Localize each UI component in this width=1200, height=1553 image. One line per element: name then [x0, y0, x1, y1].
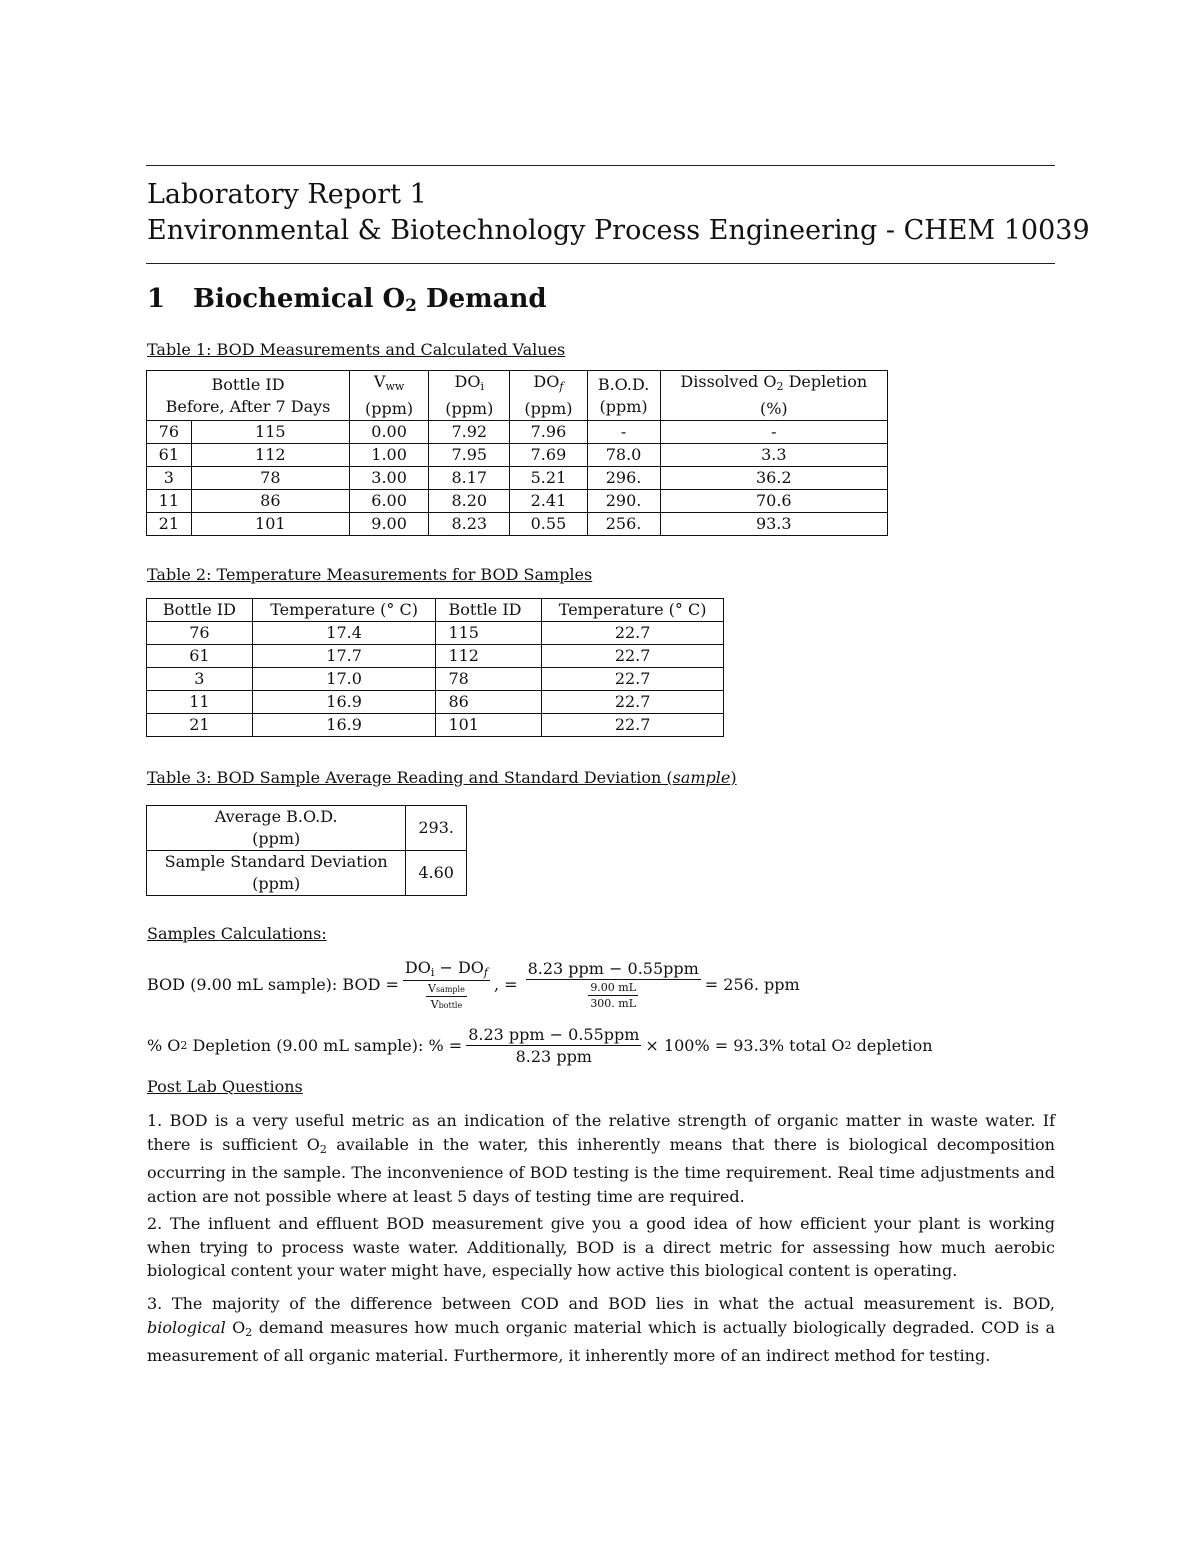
- bod-numeric-den: [588, 980, 638, 1010]
- cell: 3.00: [350, 467, 429, 490]
- dep-lead-sub: 2: [180, 1038, 188, 1052]
- cell: 22.7: [542, 691, 724, 714]
- cell: 7.69: [510, 444, 587, 467]
- v-bottle-sub: bottle: [438, 1000, 463, 1010]
- v-sample-sub: sample: [435, 984, 465, 994]
- vww-sub: ww: [385, 380, 405, 393]
- answer-3-o: O: [225, 1317, 246, 1337]
- table3-caption-end: ): [730, 768, 737, 787]
- cell: 78: [191, 467, 349, 490]
- cell: 7.92: [429, 421, 510, 444]
- cell: 0.55: [510, 513, 587, 536]
- cell: 17.4: [252, 622, 436, 645]
- vww-label: V: [373, 372, 386, 391]
- average-bod-label: [147, 806, 406, 851]
- bod-measurements-table: [146, 370, 888, 536]
- dep-lead-end: Depletion (9.00 mL sample): % =: [187, 1035, 463, 1055]
- bottle-volume: 300. mL: [590, 996, 637, 1010]
- label-line: Average B.O.D.: [214, 807, 338, 826]
- cell: 290.: [587, 490, 660, 513]
- depletion-equation: [147, 1020, 933, 1070]
- cell: 61: [147, 444, 192, 467]
- volume-ratio-numeric: [588, 981, 638, 1010]
- answer-1: [147, 1109, 1055, 1208]
- cell: 22.7: [542, 714, 724, 737]
- course-title: Environmental & Biotechnology Process Engineering - CHEM 10039: [147, 215, 1090, 246]
- table-row: [147, 806, 467, 851]
- header-cell: Bottle ID: [147, 599, 253, 622]
- cell: 36.2: [660, 467, 887, 490]
- cell: 78: [436, 668, 542, 691]
- answer-3-sub: 2: [245, 1325, 253, 1339]
- bod-equation: [147, 955, 800, 1013]
- cell: 78.0: [587, 444, 660, 467]
- label-unit: (ppm): [252, 829, 301, 848]
- vww-unit: (ppm): [365, 399, 414, 418]
- cell: 296.: [587, 467, 660, 490]
- cell: 7.96: [510, 421, 587, 444]
- dep-num: 8.23 ppm − 0.55ppm: [468, 1024, 640, 1044]
- section-title-sub: 2: [405, 296, 417, 316]
- table1-header-row: [147, 371, 888, 421]
- cell: 21: [147, 513, 192, 536]
- bod-unit: (ppm): [599, 396, 648, 416]
- cell: 3: [147, 467, 192, 490]
- bod-eq-lead: BOD (9.00 mL sample): BOD =: [147, 974, 399, 994]
- table-row: [147, 467, 888, 490]
- cell: 3: [147, 668, 253, 691]
- bod-result: = 256. ppm: [704, 974, 800, 994]
- dep-result-sub: 2: [844, 1038, 852, 1052]
- dep-den: 8.23 ppm: [515, 1046, 592, 1066]
- cell: 93.3: [660, 513, 887, 536]
- dep-result: × 100% = 93.3% total O: [645, 1035, 845, 1055]
- cell: 101: [191, 513, 349, 536]
- section-number: 1: [147, 284, 166, 314]
- v-bottle: [431, 997, 463, 1011]
- cell: -: [660, 421, 887, 444]
- sample-volume: 9.00 mL: [590, 980, 637, 994]
- answer-3: [147, 1292, 1055, 1368]
- cell: 2.41: [510, 490, 587, 513]
- doi-unit: (ppm): [445, 399, 494, 418]
- bod-header: [587, 371, 660, 421]
- v-sample-label: V: [428, 981, 436, 995]
- table-row: [147, 714, 724, 737]
- answer-2: 2. The influent and effluent BOD measurement give you a good idea of how efficient your plant is working when trying to process waste water. Additionally, BOD is a direct metric for assessing how much aerobic biological content your water might have, especially how active this biological content is operating.: [147, 1214, 1055, 1280]
- section-heading: [147, 284, 547, 316]
- depletion-header: [660, 371, 887, 421]
- do-f: − DO: [434, 957, 484, 977]
- label-line: Sample Standard Deviation: [164, 852, 388, 871]
- cell: 9.00: [350, 513, 429, 536]
- std-dev-label: [147, 851, 406, 896]
- bod-label: B.O.D.: [597, 374, 650, 394]
- bod-frac-den: [426, 981, 467, 1011]
- answer-1-sub: 2: [319, 1142, 327, 1156]
- section-title-text: Biochemical O: [193, 284, 406, 314]
- cell: 11: [147, 691, 253, 714]
- table3-caption-text: Table 3: BOD Sample Average Reading and Standard Deviation (: [147, 768, 673, 787]
- cell: 5.21: [510, 467, 587, 490]
- doi-sub: i: [480, 380, 485, 393]
- table-row: [147, 668, 724, 691]
- bottle-id-label: Bottle ID: [211, 374, 285, 394]
- cell: 115: [191, 421, 349, 444]
- table-row: [147, 444, 888, 467]
- dof-label: DO: [533, 372, 560, 391]
- table3-caption: [147, 768, 737, 787]
- dof-header: [510, 371, 587, 421]
- label-unit: (ppm): [252, 874, 301, 893]
- cell: 22.7: [542, 668, 724, 691]
- table3-caption-em: sample: [672, 768, 731, 787]
- answer-3-text-end: demand measures how much organic material which is actually biologically degraded. COD is a measurement of all organic material. Furthermore, it inherently more of an indirect method for testing.: [147, 1317, 1055, 1365]
- header-cell: Temperature (° C): [542, 599, 724, 622]
- cell: 61: [147, 645, 253, 668]
- dof-unit: (ppm): [524, 399, 573, 418]
- cell: 8.23: [429, 513, 510, 536]
- depletion-sub: 2: [776, 380, 784, 393]
- table-row: [147, 691, 724, 714]
- table-row: [147, 645, 724, 668]
- average-bod-value: 293.: [406, 806, 467, 851]
- header-cell: Temperature (° C): [252, 599, 436, 622]
- top-rule: [146, 165, 1055, 166]
- cell: 112: [436, 645, 542, 668]
- table-row: [147, 851, 467, 896]
- dof-sub: f: [559, 380, 564, 393]
- do-i: DO: [404, 957, 431, 977]
- cell: -: [587, 421, 660, 444]
- cell: 86: [191, 490, 349, 513]
- depletion-label: Dissolved O: [680, 372, 777, 391]
- post-lab-heading: Post Lab Questions: [147, 1077, 303, 1096]
- calculations-heading: Samples Calculations:: [147, 924, 327, 943]
- cell: 1.00: [350, 444, 429, 467]
- depletion-fraction: [466, 1025, 641, 1066]
- cell: 17.7: [252, 645, 436, 668]
- bottle-id-sublabel: Before, After 7 Days: [165, 396, 331, 416]
- bod-summary-table: [146, 805, 467, 896]
- volume-ratio: [426, 982, 467, 1011]
- table-row: [147, 513, 888, 536]
- cell: 115: [436, 622, 542, 645]
- dep-result-end: depletion: [851, 1035, 933, 1055]
- temperature-table: [146, 598, 724, 737]
- header-cell: Bottle ID: [436, 599, 542, 622]
- bottom-rule: [146, 263, 1055, 264]
- cell: 112: [191, 444, 349, 467]
- v-sample: [426, 982, 467, 997]
- cell: 101: [436, 714, 542, 737]
- report-title: Laboratory Report 1: [147, 179, 427, 210]
- answer-3-text: 3. The majority of the difference between COD and BOD lies in what the actual measurement is. BOD,: [147, 1294, 1055, 1313]
- cell: 86: [436, 691, 542, 714]
- depletion-label-end: Depletion: [783, 372, 868, 391]
- depletion-unit: (%): [759, 399, 788, 418]
- answer-1-text: 1. BOD is a very useful metric as an indication of the relative strength of organic matter in waste water. If there is sufficient O: [147, 1111, 1055, 1154]
- std-dev-value: 4.60: [406, 851, 467, 896]
- bod-eq-sep: , =: [493, 974, 518, 994]
- table1-caption: Table 1: BOD Measurements and Calculated Values: [147, 340, 566, 359]
- do-i-sub: i: [430, 965, 435, 979]
- cell: 7.95: [429, 444, 510, 467]
- answer-1-text-end: available in the water, this inherently means that there is biological decomposition occurring in the sample. The inconvenience of BOD testing is the time requirement. Real time adjustments and action are not possible where at least 5 days of testing time are required.: [147, 1134, 1055, 1206]
- cell: 256.: [587, 513, 660, 536]
- v-bottle-label: V: [430, 997, 439, 1011]
- cell: 0.00: [350, 421, 429, 444]
- table-row: [147, 490, 888, 513]
- cell: 16.9: [252, 714, 436, 737]
- dep-lead: % O: [147, 1035, 181, 1055]
- bod-frac-num: [403, 958, 490, 981]
- cell: 22.7: [542, 622, 724, 645]
- bod-numeric-num: 8.23 ppm − 0.55ppm: [527, 958, 699, 978]
- cell: 8.17: [429, 467, 510, 490]
- cell: 17.0: [252, 668, 436, 691]
- cell: 76: [147, 622, 253, 645]
- bod-fraction-numeric: [526, 959, 701, 1010]
- do-f-sub: f: [483, 965, 488, 979]
- cell: 70.6: [660, 490, 887, 513]
- answer-3-em: biological: [147, 1317, 226, 1337]
- cell: 21: [147, 714, 253, 737]
- cell: 16.9: [252, 691, 436, 714]
- cell: 6.00: [350, 490, 429, 513]
- vww-header: [350, 371, 429, 421]
- table2-header-row: [147, 599, 724, 622]
- cell: 22.7: [542, 645, 724, 668]
- doi-header: [429, 371, 510, 421]
- section-title-end: Demand: [416, 284, 547, 314]
- bottle-id-header: [147, 371, 350, 421]
- table-row: [147, 421, 888, 444]
- cell: 8.20: [429, 490, 510, 513]
- cell: 76: [147, 421, 192, 444]
- doi-label: DO: [454, 372, 481, 391]
- table2-caption: Table 2: Temperature Measurements for BOD Samples: [147, 565, 593, 584]
- cell: 3.3: [660, 444, 887, 467]
- cell: 11: [147, 490, 192, 513]
- table-row: [147, 622, 724, 645]
- bod-fraction-symbolic: [403, 958, 490, 1011]
